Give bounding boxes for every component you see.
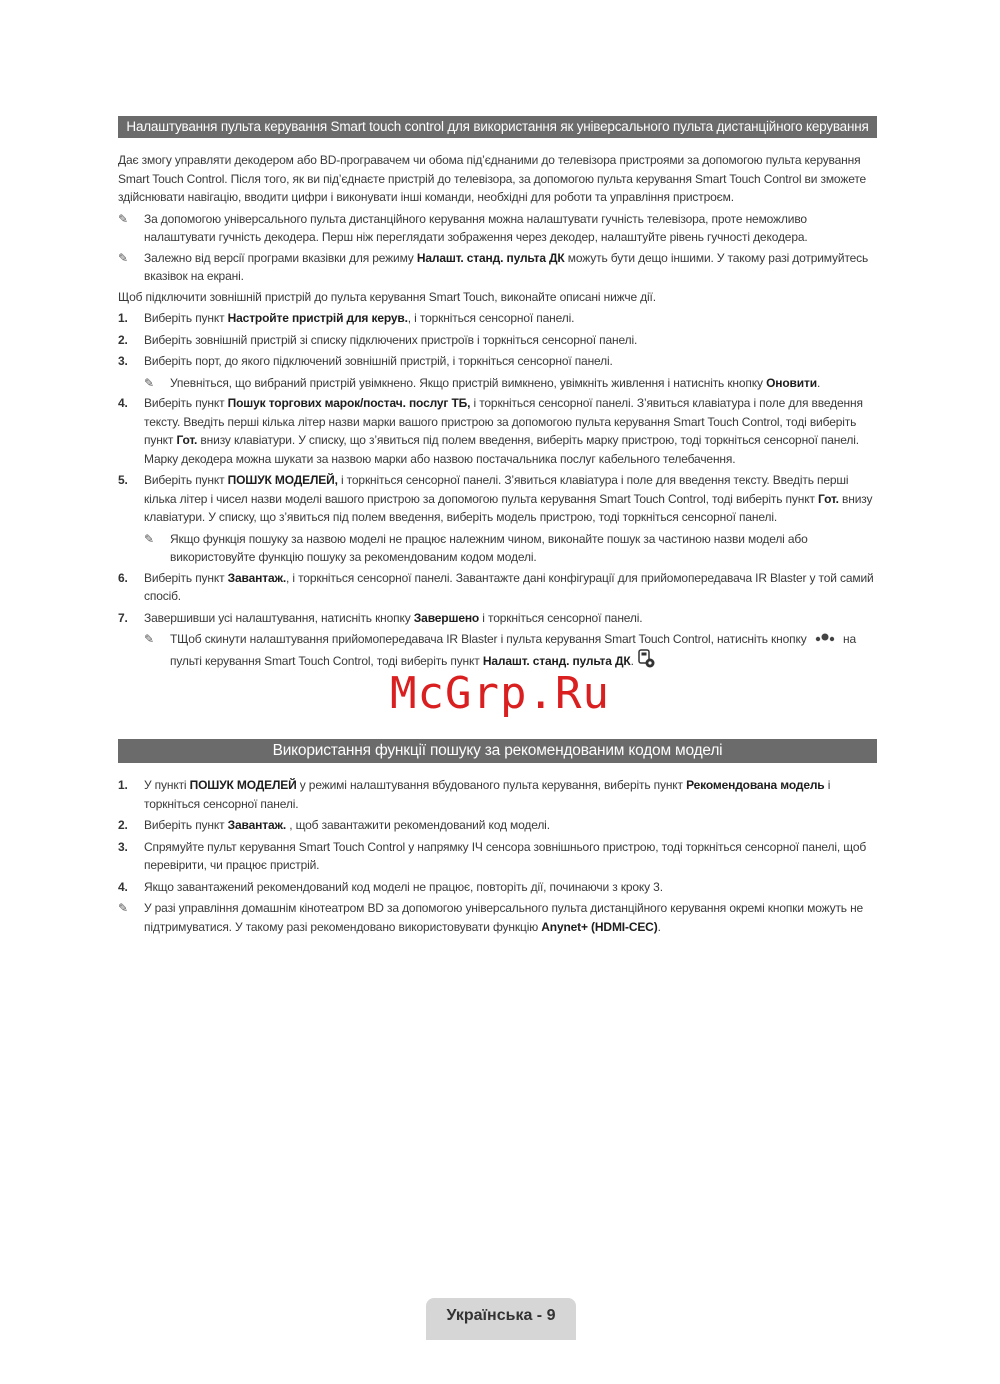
pencil-note-icon: ✎: [144, 531, 154, 546]
intro-paragraph: Дає змогу управляти декодером або BD-програвачем чи обома під’єднаними до телевізора пристроями за допомогою пульта керування Smart Touch Control. Після того, як ви під’єднаєте пристрій до телевізора, за допомогою пульта керування Smart Touch Control ви зможете здійснювати навігацію, вводити цифри і виконувати інші команди, необхідні для роботи та управління пристроєм.: [118, 153, 867, 204]
note-volume: ✎ За допомогою універсального пульта дистанційного керування можна налаштувати гучність телевізора, проте неможливо налаштувати гучність декодера. Перш ніж переглядати зображення через декодер, налаштуйте рівень гучності декодера.: [118, 211, 808, 244]
section2-note: ✎ У разі управління домашнім кінотеатром BD за допомогою універсального пульта дистанційного керування окремі кнопки можуть не підтримуватися. У такому разі рекомендовано використовувати функцію Anynet+ (HDMI-CEC).: [118, 901, 864, 934]
step-4: 4. Виберіть пункт Пошук торгових марок/постач. послуг ТБ, і торкніться сенсорної панелі. З’явиться клавіатура і поле для введення тексту. Введіть перші кілька літер назви марки вашого пристрою за допомогою пульта керування Smart Touch Control, тоді виберіть пункт Гот. внизу клавіатури. У списку, що з’явиться під полем введення, виберіть марку пристрою, тоді торкніться сенсорної панелі. Марку декодера можна шукати за назвою марки або назвою постачальника послуг кабельного телебачення.: [118, 394, 878, 468]
remote-button-icon: [814, 631, 836, 650]
section2-content: [118, 776, 878, 938]
step2-1: 1. У пункті ПОШУК МОДЕЛЕЙ у режимі налаштування вбудованого пульта керування, виберіть пункт Рекомендована модель і торкніться сенсорної панелі.: [118, 778, 831, 811]
page-number-tab: Українська - 9: [426, 1298, 576, 1340]
note-version: ✎ Залежно від версії програми вказівки для режиму Налашт. станд. пульта ДК можуть бути дещо іншими. У такому разі дотримуйтесь вказівок на екрані.: [118, 250, 869, 283]
step2-2: 2. Виберіть пункт Завантаж. , щоб завантажити рекомендований код моделі.: [118, 818, 550, 832]
pencil-note-icon: ✎: [118, 250, 128, 265]
pencil-note-icon: ✎: [118, 901, 128, 915]
step-1: 1. Виберіть пункт Настройте пристрій для керув., і торкніться сенсорної панелі.: [118, 311, 575, 325]
section1-content: [118, 151, 878, 677]
step-6: 6. Виберіть пункт Завантаж., і торкніться сенсорної панелі. Завантажте дані конфігурації для прийомопередавача IR Blaster у той самий спосіб.: [118, 570, 874, 603]
pencil-note-icon: ✎: [118, 211, 128, 226]
step-5-note: ✎ Якщо функція пошуку за назвою моделі не працює належним чином, виконайте пошук за частиною назви моделі або використовуйте функцію пошуку за рекомендованим кодом моделі.: [144, 531, 808, 564]
step-2: 2. Виберіть зовнішній пристрій зі списку підключених пристроїв і торкніться сенсорної панелі.: [118, 332, 638, 347]
section-header-universal-remote: Налаштування пульта керування Smart touch control для використання як універсального пульта дистанційного керування: [118, 116, 877, 138]
step2-4: 4. Якщо завантажений рекомендований код моделі не працює, повторіть дії, починаючи з кроку 3.: [118, 879, 663, 894]
step2-3: 3. Спрямуйте пульт керування Smart Touch Control у напрямку ІЧ сенсора зовнішнього пристрою, тоді торкніться сенсорної панелі, щоб перевірити, чи працює пристрій.: [118, 839, 867, 872]
step-3: 3. Виберіть порт, до якого підключений зовнішній пристрій, і торкніться сенсорної панелі.: [118, 354, 613, 368]
lead-paragraph: Щоб підключити зовнішній пристрій до пульта керування Smart Touch, виконайте описані нижче дії.: [118, 289, 656, 304]
step-5: 5. Виберіть пункт ПОШУК МОДЕЛЕЙ, і торкніться сенсорної панелі. З’явиться клавіатура і поле для введення тексту. Введіть перші кілька літер і чисел назви моделі вашого пристрою за допомогою пульта керування Smart Touch Control, тоді виберіть пункт Гот. внизу клавіатури. У списку, що з’явиться під полем введення, виберіть модель пристрою, тоді торкніться сенсорної панелі.: [118, 473, 873, 524]
watermark: McGrp.Ru: [390, 668, 610, 719]
pencil-note-icon: ✎: [144, 375, 154, 390]
step-3-note: ✎ Упевніться, що вибраний пристрій увімкнено. Якщо пристрій вимкнено, увімкніть живлення і натисніть кнопку Оновити.: [144, 374, 878, 393]
section-header-recommended-code: Використання функції пошуку за рекомендованим кодом моделі: [118, 739, 877, 763]
step-7: 7. Завершивши усі налаштування, натисніть кнопку Завершено і торкніться сенсорної панелі.: [118, 610, 643, 625]
step-4-extra: Марку декодера можна шукати за назвою марки або назвою постачальника послуг кабельного телебачення.: [144, 451, 736, 466]
step-7-note: ✎ ТЩоб скинути налаштування прийомопередавача IR Blaster і пульта керування Smart Touch Control, натисніть кнопку на пульті керування Smart Touch Control, тоді виберіть пункт Налашт. станд. пульта ДК.: [144, 630, 878, 675]
pencil-note-icon: ✎: [144, 632, 154, 646]
